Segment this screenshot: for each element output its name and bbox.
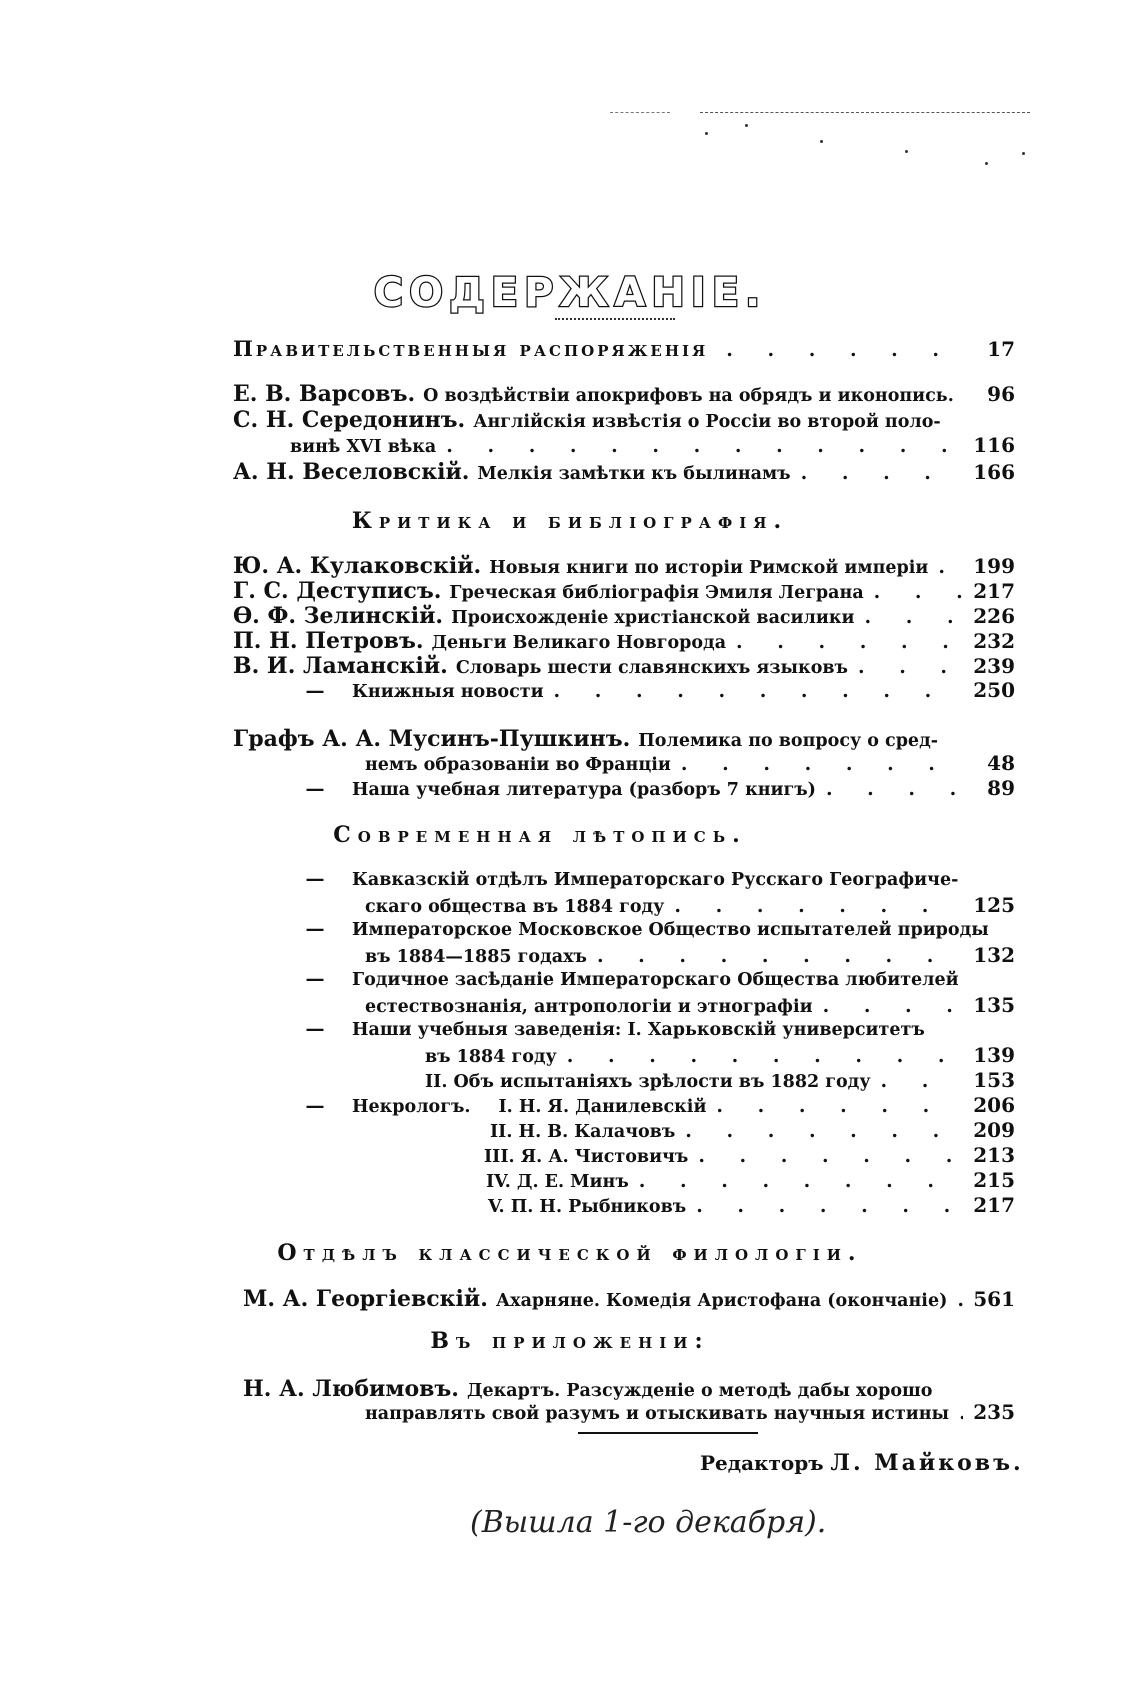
leader-dots	[674, 897, 963, 916]
page-number: 217	[973, 579, 1015, 603]
page-number: 232	[973, 629, 1015, 653]
leader-dots	[716, 1097, 963, 1116]
em-dash: —	[305, 1095, 325, 1117]
scan-mark	[700, 112, 1030, 113]
page-number: 199	[973, 554, 1015, 578]
leader-dots	[957, 1291, 963, 1310]
leader-dots	[696, 1197, 963, 1216]
toc-title: Мелкія замѣтки къ былинамъ	[477, 464, 791, 484]
toc-entry-cont	[365, 753, 1015, 775]
scan-speck	[905, 150, 908, 153]
em-dash: —	[305, 968, 325, 990]
page-number: 89	[987, 776, 1015, 800]
page-number: 116	[973, 433, 1015, 457]
toc-entry	[300, 778, 1015, 800]
toc-title: Англійскія извѣстія о Россіи во второй поло-	[473, 412, 941, 432]
page-number: 17	[987, 337, 1015, 361]
page-number: 235	[973, 1400, 1015, 1424]
page-number: 250	[973, 678, 1015, 702]
toc-title: немъ образованіи во Франціи	[365, 755, 671, 775]
toc-entry	[486, 1170, 1015, 1192]
necrology-label: Некрологъ.	[352, 1097, 471, 1117]
toc-title: Наши учебныя заведенія: I. Харьковскій университетъ	[352, 1020, 925, 1040]
page-number: 166	[973, 460, 1015, 484]
toc-title: Годичное засѣданіе Императорскаго Общества любителей	[352, 970, 959, 990]
section-heading-critique: Критика и библіографія.	[351, 508, 789, 534]
leader-dots	[823, 997, 964, 1016]
toc-entry	[233, 580, 1015, 603]
toc-author: А. Н. Веселовскій.	[233, 459, 470, 485]
toc-entry	[233, 409, 1015, 432]
toc-entry	[233, 655, 1015, 678]
leader-dots	[826, 780, 965, 799]
page-number: 139	[973, 1043, 1015, 1067]
section-heading-appendix: Въ приложеніи:	[430, 1328, 710, 1354]
leader-dots	[938, 558, 963, 577]
handwritten-note: (Вышла 1-го декабря).	[470, 1505, 827, 1540]
editor-line	[700, 1450, 1024, 1476]
toc-entry	[300, 1020, 1015, 1040]
title-divider	[555, 318, 675, 320]
toc-author: Е. В. Варсовъ.	[233, 381, 416, 407]
scan-speck	[705, 132, 708, 135]
toc-entry	[300, 870, 1015, 890]
page-number: 561	[973, 1287, 1015, 1311]
editor-name: Л. Майковъ.	[830, 1450, 1024, 1476]
toc-title: Полемика по вопросу о сред-	[638, 731, 938, 751]
page-number: 48	[987, 751, 1015, 775]
page-number: 239	[973, 654, 1015, 678]
page-number: 206	[973, 1093, 1015, 1117]
leader-dots	[874, 583, 964, 602]
toc-entry	[233, 461, 1015, 484]
leader-dots	[698, 1147, 963, 1166]
page-number: 132	[973, 943, 1015, 967]
page-number: 96	[987, 382, 1015, 406]
toc-entry-cont	[425, 1045, 1015, 1067]
leader-dots	[685, 1122, 963, 1141]
toc-author: С. Н. Середонинъ.	[233, 407, 466, 433]
scan-mark	[610, 112, 670, 113]
editor-label: Редакторъ	[700, 1451, 824, 1475]
toc-title: II. Н. В. Калачовъ	[490, 1122, 676, 1142]
toc-author: П. Н. Петровъ.	[233, 628, 424, 654]
toc-author: М. А. Георгіевскій.	[243, 1286, 488, 1312]
toc-entry	[490, 1120, 1015, 1142]
page-number: 153	[973, 1068, 1015, 1092]
leader-dots	[597, 947, 963, 966]
leader-dots	[726, 341, 965, 360]
toc-entry-cont	[290, 435, 1015, 457]
toc-heading: Правительственныя распоряженія	[233, 336, 709, 361]
toc-title: направлять свой разумъ и отыскивать научныя истины	[365, 1404, 950, 1424]
toc-title: Декартъ. Разсужденіе о методѣ дабы хорошо	[466, 1381, 933, 1401]
toc-entry-cont	[365, 1402, 1015, 1424]
leader-dots	[681, 755, 965, 774]
em-dash: —	[305, 1018, 325, 1040]
toc-entry	[243, 1378, 1015, 1401]
toc-title: въ 1884—1885 годахъ	[365, 947, 587, 967]
toc-entry-cont	[365, 945, 1015, 967]
toc-author: Г. С. Деступисъ.	[233, 578, 442, 604]
toc-entry-gov	[233, 338, 1015, 360]
toc-title: О воздѣйствіи апокрифовъ на обрядъ и иконопись.	[423, 386, 954, 406]
toc-entry	[243, 1288, 1015, 1311]
toc-entry	[233, 728, 1015, 751]
toc-entry	[488, 1195, 1015, 1217]
toc-title: естествознанія, антропологіи и этнографіи	[365, 997, 813, 1017]
toc-author: В. И. Ламанскій.	[233, 653, 448, 679]
em-dash: —	[305, 778, 325, 800]
leader-dots	[959, 1404, 963, 1423]
leader-dots	[736, 633, 963, 652]
toc-title: Новыя книги по исторіи Римской имперіи	[489, 558, 929, 578]
scan-speck	[985, 162, 988, 165]
toc-entry-cont	[365, 895, 1015, 917]
em-dash: —	[305, 918, 325, 940]
toc-title: въ 1884 году	[425, 1047, 557, 1067]
leader-dots	[567, 1047, 964, 1066]
toc-entry	[233, 555, 1015, 578]
toc-author: Ю. А. Кулаковскій.	[233, 553, 482, 579]
toc-title: V. П. Н. Рыбниковъ	[488, 1197, 687, 1217]
page-number: 215	[973, 1168, 1015, 1192]
toc-title: IV. Д. Е. Минъ	[486, 1172, 629, 1192]
toc-entry	[300, 680, 1015, 702]
toc-title: Кавказскій отдѣлъ Императорскаго Русскаго Географиче-	[352, 870, 959, 890]
scan-speck	[745, 124, 748, 127]
leader-dots	[864, 608, 963, 627]
toc-entry	[233, 605, 1015, 628]
toc-title: Греческая библіографія Эмиля Леграна	[449, 583, 864, 603]
section-heading-chronicle: Современная лѣтопись.	[333, 822, 747, 848]
toc-entry-cont	[365, 995, 1015, 1017]
toc-title: винѣ XVI вѣка	[290, 437, 437, 457]
toc-entry	[233, 630, 1015, 653]
leader-dots	[858, 658, 963, 677]
page-number: 209	[973, 1118, 1015, 1142]
leader-dots	[801, 464, 964, 483]
toc-title: Ахарняне. Комедія Аристофана (окончаніе)	[495, 1291, 948, 1311]
section-heading-classical: Отдѣлъ классической филологіи.	[277, 1240, 863, 1266]
page-number: 125	[973, 893, 1015, 917]
toc-author: Графъ А. А. Мусинъ-Пушкинъ.	[233, 726, 631, 752]
toc-entry	[425, 1070, 1015, 1092]
toc-entry-necrology	[300, 1095, 1015, 1117]
toc-entry	[233, 383, 1015, 406]
toc-title: I. Н. Я. Данилевскій	[498, 1097, 707, 1117]
page-number: 226	[973, 604, 1015, 628]
page-number: 135	[973, 993, 1015, 1017]
scan-speck	[820, 140, 823, 143]
em-dash: —	[305, 868, 325, 890]
toc-title: Книжныя новости	[352, 682, 544, 702]
scan-speck	[1022, 152, 1025, 155]
toc-title: Деньги Великаго Новгорода	[431, 633, 727, 653]
signature-divider	[578, 1432, 758, 1434]
leader-dots	[446, 437, 963, 456]
page-title: СОДЕРЖАНІЕ.	[373, 270, 767, 316]
em-dash: —	[305, 680, 325, 702]
toc-title: Наша учебная литература (разборъ 7 книгъ)	[352, 780, 816, 800]
leader-dots	[554, 682, 964, 701]
toc-title: Происхожденіе христіанской василики	[451, 608, 855, 628]
page-number: 213	[973, 1143, 1015, 1167]
toc-entry	[300, 970, 1015, 990]
toc-title: Императорское Московское Общество испытателей природы	[352, 920, 989, 940]
toc-title: скаго общества въ 1884 году	[365, 897, 665, 917]
page-number: 217	[973, 1193, 1015, 1217]
toc-entry	[300, 920, 1015, 940]
toc-author: Н. А. Любимовъ.	[243, 1376, 459, 1402]
toc-entry	[484, 1145, 1015, 1167]
leader-dots	[881, 1072, 964, 1091]
toc-title: Словарь шести славянскихъ языковъ	[455, 658, 848, 678]
toc-title: III. Я. А. Чистовичъ	[484, 1147, 689, 1167]
toc-author: Ѳ. Ф. Зелинскій.	[233, 603, 444, 629]
leader-dots	[639, 1172, 964, 1191]
toc-title: II. Объ испытаніяхъ зрѣлости въ 1882 году	[425, 1072, 871, 1092]
